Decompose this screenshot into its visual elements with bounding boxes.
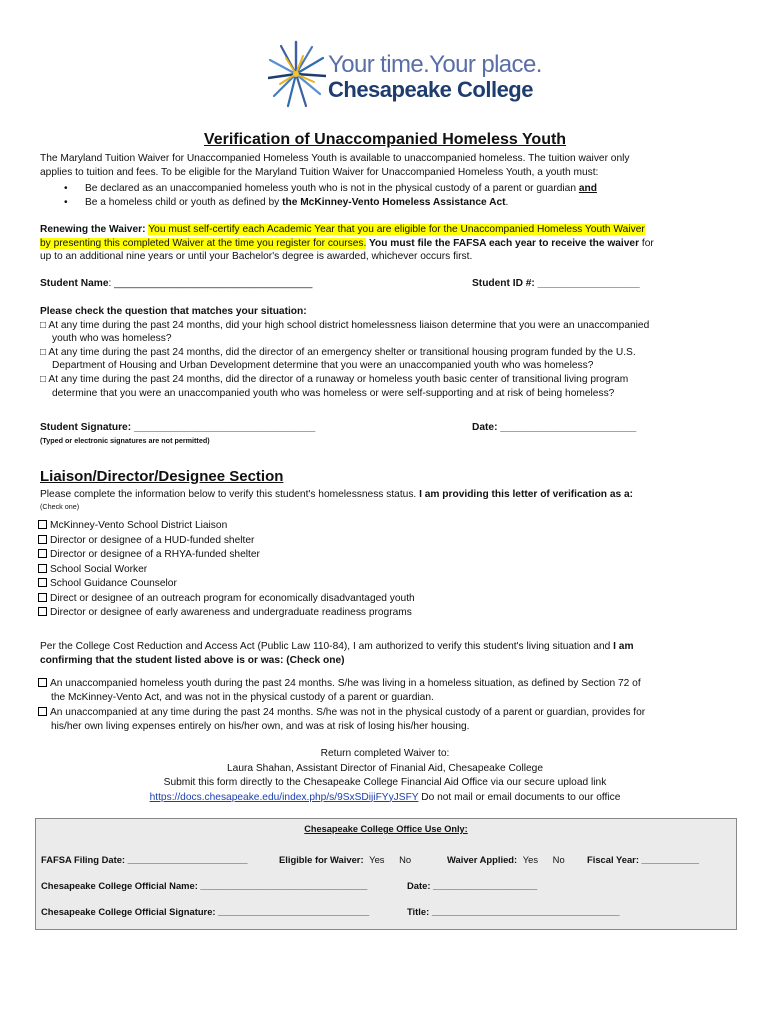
checkbox-icon[interactable] — [38, 707, 47, 716]
eligible-for-waiver[interactable] — [279, 854, 411, 865]
liaison-option-label: Direct or designee of an outreach program for economically disadvantaged youth — [50, 592, 415, 604]
cost-option-1-line-1: An unaccompanied homeless youth during the past 24 months. S/he was living in a homeless situation, as defined by Section 72 of — [50, 678, 641, 689]
intro-line-2: applies to tuition and fees. To be eligible for the Maryland Tuition Waiver for Unaccompanied Homeless Youth, a youth must: — [40, 166, 599, 178]
cost-line-2: confirming that the student listed above is or was: (Check one) — [40, 654, 345, 666]
checkbox-icon[interactable] — [38, 578, 47, 587]
liaison-option-label: Director or designee of a RHYA-funded shelter — [50, 549, 260, 560]
renewing-highlight-2: by presenting this completed Waiver at the time you register for courses. — [40, 237, 367, 249]
return-line-1: Return completed Waiver to: — [320, 748, 450, 759]
question-1[interactable] — [40, 319, 730, 346]
question-2-line-2: Department of Housing and Urban Development determine that you were an unaccompanied youth who was homeless? — [52, 360, 594, 372]
bullet-1-text: Be declared as an unaccompanied homeless youth who is not in the physical custody of a parent or guardian — [85, 183, 579, 194]
chesapeake-logo — [268, 40, 542, 110]
cost-option-2-line-1: An unaccompanied at any time during the past 24 months. S/he was not in the physical custody of a parent or guardian, provides for — [50, 707, 646, 718]
checkbox-icon[interactable] — [38, 564, 47, 573]
liaison-option[interactable] — [38, 592, 415, 605]
question-3-line-1: □ At any time during the past 24 months, did the director of a runaway or homeless youth basic center of transitional living program — [40, 373, 629, 385]
official-signature-field[interactable]: Chesapeake College Official Signature: _____________________________ — [41, 906, 370, 917]
cost-option-2[interactable] — [38, 706, 645, 719]
checkbox-icon[interactable] — [38, 678, 47, 687]
checkbox-icon[interactable] — [38, 535, 47, 544]
liaison-option-label: McKinney-Vento School District Liaison — [50, 520, 228, 531]
return-warning: Do not mail or email documents to our office — [418, 791, 621, 803]
checkbox-icon[interactable] — [38, 607, 47, 616]
liaison-heading: Liaison/Director/Designee Section — [40, 468, 284, 485]
liaison-option[interactable] — [38, 577, 177, 590]
applied-no[interactable]: No — [552, 854, 565, 865]
intro-paragraph — [40, 152, 730, 179]
liaison-option-label: School Social Worker — [50, 563, 148, 575]
office-use-header: Chesapeake College Office Use Only: — [304, 824, 468, 834]
renewing-line-3: up to an additional nine years or until your Bachelor's degree is awarded, whichever occurs first. — [40, 251, 473, 263]
questions-heading: Please check the question that matches your situation: — [40, 306, 307, 317]
bullet-dot-icon: • — [64, 183, 68, 194]
fafsa-filing-date-field[interactable]: FAFSA Filing Date: _______________________ — [41, 854, 248, 865]
cost-i-am: I am — [613, 641, 634, 652]
question-2-line-1: □ At any time during the past 24 months, did the director of an emergency shelter or transitional housing program funded by the U.S. — [40, 346, 636, 358]
liaison-option[interactable] — [38, 519, 227, 532]
eligible-label: Eligible for Waiver: — [279, 854, 364, 865]
liaison-option-label: School Guidance Counselor — [50, 578, 177, 589]
cost-option-2-cont: his/her own living expenses entirely on his/her own, and was at risk of losing his/her housing. — [51, 721, 470, 732]
starburst-icon — [268, 40, 326, 110]
applied-label: Waiver Applied: — [447, 854, 518, 865]
cost-option-1-cont: the McKinney-Vento Act, and was not in the physical custody of a parent or guardian. — [51, 692, 434, 703]
renewing-highlight-1: You must self-certify each Academic Year that you are eligible for the Unaccompanied Homeless Youth Waiver — [148, 224, 645, 235]
student-name-line[interactable]: : ___________________________________ — [108, 278, 313, 289]
form-title: Verification of Unaccompanied Homeless Youth — [203, 131, 567, 148]
bullet-2-text: Be a homeless child or youth as defined by — [85, 197, 283, 208]
office-use-box — [35, 818, 737, 930]
bullet-2-end: . — [505, 197, 509, 208]
liaison-option[interactable] — [38, 606, 412, 619]
official-name-field[interactable]: Chesapeake College Official Name: ________________________________ — [41, 880, 368, 891]
cost-paragraph — [40, 640, 730, 667]
renewing-label: Renewing the Waiver: — [40, 224, 149, 235]
liaison-option[interactable] — [38, 563, 147, 576]
signature-note: (Typed or electronic signatures are not permitted) — [40, 436, 210, 445]
fiscal-year-field[interactable]: Fiscal Year: ___________ — [587, 854, 699, 865]
student-signature-field[interactable]: Student Signature: ________________________________ — [40, 422, 316, 433]
question-3[interactable] — [40, 373, 730, 400]
student-id-field[interactable]: Student ID #: __________________ — [472, 278, 640, 289]
waiver-applied[interactable] — [447, 854, 565, 865]
bullet-dot-icon: • — [64, 197, 68, 208]
student-name-field[interactable] — [40, 278, 312, 289]
liaison-option[interactable] — [38, 534, 254, 547]
renewing-fafsa: You must file the FAFSA each year to receive the waiver — [366, 237, 640, 249]
liaison-intro-text: Please complete the information below to verify this student's homelessness status. — [40, 489, 420, 500]
eligible-no[interactable]: No — [399, 854, 412, 865]
questions-section — [40, 305, 730, 400]
bullet-2-act: the McKinney-Vento Homeless Assistance Act — [282, 197, 506, 208]
intro-line-1: The Maryland Tuition Waiver for Unaccompanied Homeless Youth is available to unaccompanied homeless. The tuition waiver only — [40, 153, 630, 164]
liaison-intro-bold: I am providing this letter of verification as a: — [419, 489, 634, 500]
checkbox-icon[interactable] — [38, 549, 47, 558]
checkbox-icon[interactable] — [38, 520, 47, 529]
liaison-intro — [40, 489, 633, 500]
renewing-paragraph — [40, 223, 730, 264]
official-date-field[interactable]: Date: ____________________ — [407, 880, 538, 891]
cost-option-1[interactable] — [38, 677, 641, 690]
upload-link[interactable]: https://docs.chesapeake.edu/index.php/s/9SxSDijiFYyJSFY — [149, 791, 419, 803]
liaison-option[interactable] — [38, 548, 260, 561]
logo-tagline: Your time.Your place. — [328, 51, 542, 78]
applied-yes[interactable]: Yes — [522, 854, 539, 865]
checkbox-icon[interactable] — [38, 593, 47, 602]
liaison-option-label: Director or designee of early awareness and undergraduate readiness programs — [50, 607, 412, 618]
question-3-line-2: determine that you were an unaccompanied youth who was homeless or were self-supporting and at risk of being homeless? — [52, 387, 615, 399]
signature-date-field[interactable]: Date: ________________________ — [472, 422, 637, 433]
cost-line-1: Per the College Cost Reduction and Access Act (Public Law 110-84), I am authorized to verify this student's living situation and — [40, 641, 614, 652]
logo-name: Chesapeake College — [328, 77, 533, 102]
liaison-option-label: Director or designee of a HUD-funded shelter — [50, 534, 255, 546]
renewing-for: for — [639, 237, 654, 249]
return-info — [0, 747, 770, 805]
question-1-line-1: □ At any time during the past 24 months, did your high school district homelessness liaison determine that you were an unaccompanied — [40, 319, 650, 331]
return-line-2: Laura Shahan, Assistant Director of Finanial Aid, Chesapeake College — [226, 762, 543, 774]
question-2[interactable] — [40, 346, 730, 373]
bullet-1-and: and — [578, 183, 597, 194]
question-1-line-2: youth who was homeless? — [52, 333, 172, 345]
official-title-field[interactable]: Title: ____________________________________ — [407, 906, 620, 917]
eligible-yes[interactable]: Yes — [369, 854, 385, 865]
liaison-check-one-note: (Check one) — [40, 502, 80, 511]
student-name-label: Student Name — [40, 278, 109, 289]
return-line-3: Submit this form directly to the Chesapeake College Financial Aid Office via our secure upload link — [163, 777, 607, 788]
